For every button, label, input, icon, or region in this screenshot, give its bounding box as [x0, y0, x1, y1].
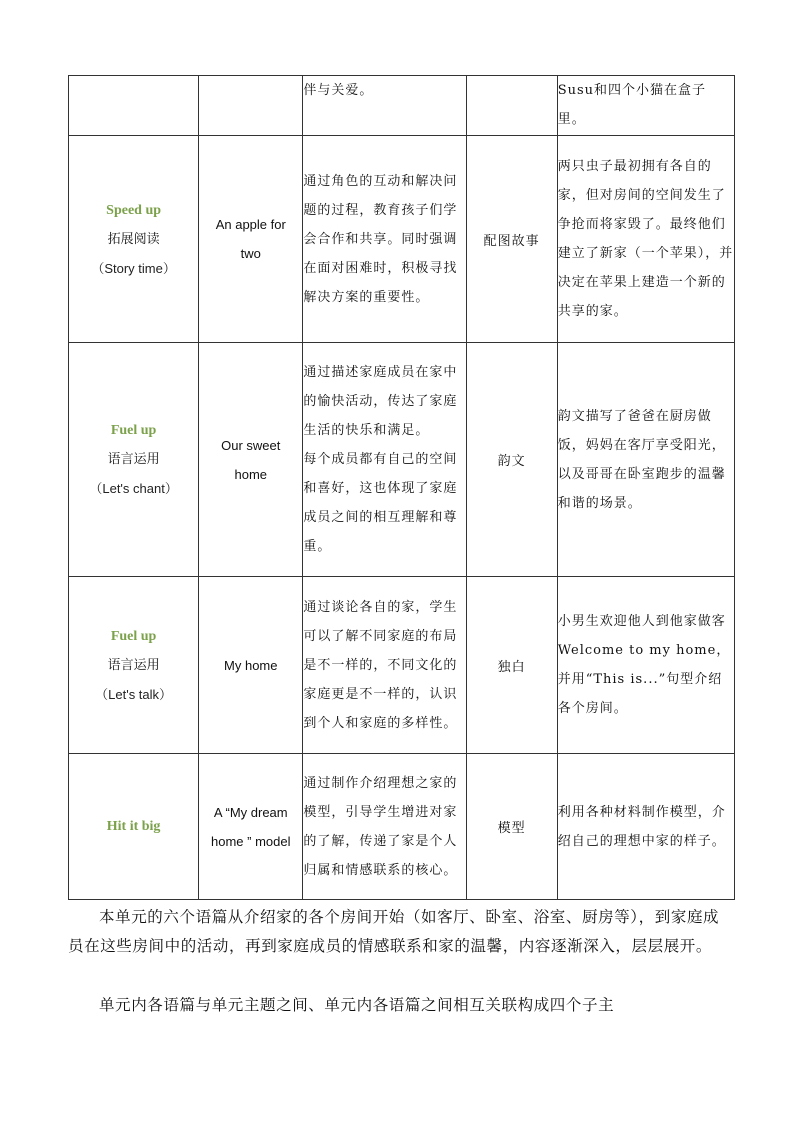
content-cell: 两只虫子最初拥有各自的家，但对房间的空间发生了争抢而将家毁了。最终他们建立了新家（一个苹果），并决定在苹果上建造一个新的共享的家。 — [557, 136, 734, 343]
goal-cell: 通过角色的互动和解决问题的过程，教育孩子们学会合作和共享。同时强调在面对困难时，积极寻找解决方案的重要性。 — [303, 136, 466, 343]
stage-label: Speed up — [106, 202, 162, 218]
title-cell — [199, 76, 303, 136]
section-tag: （Story time） — [91, 260, 176, 276]
title-cell: A “My dream home ” model — [199, 754, 303, 900]
table-row — [69, 754, 735, 900]
genre-cell — [466, 76, 557, 136]
goal-cell: 通过描述家庭成员在家中的愉快活动，传达了家庭生活的快乐和满足。 每个成员都有自己的空间和喜好，这也体现了家庭成员之间的相互理解和尊重。 — [303, 343, 466, 577]
genre-cell: 韵文 — [466, 343, 557, 577]
genre-cell: 独白 — [466, 577, 557, 754]
stage-sub-label: 语言运用 — [107, 657, 160, 673]
table-row — [69, 577, 735, 754]
content-cell: 韵文描写了爸爸在厨房做饭，妈妈在客厅享受阳光，以及哥哥在卧室跑步的温馨和谐的场景。 — [557, 343, 734, 577]
content-cell: 小男生欢迎他人到他家做客Welcome to my home，并用“This is...”句型介绍各个房间。 — [557, 577, 734, 754]
section-tag: （Let's talk） — [95, 686, 173, 702]
lesson-cell — [69, 754, 199, 900]
title-cell: My home — [199, 577, 303, 754]
stage-label: Fuel up — [110, 423, 157, 438]
lesson-cell — [69, 577, 199, 754]
stage-label: Fuel up — [110, 628, 157, 644]
lesson-cell — [69, 76, 199, 136]
table-row — [69, 76, 735, 136]
section-tag: （Let's chant） — [89, 481, 178, 496]
stage-sub-label: 语言运用 — [107, 452, 160, 467]
table-row — [69, 343, 735, 577]
title-cell: An apple for two — [199, 136, 303, 343]
lesson-cell — [69, 343, 199, 577]
unit-text-table — [68, 75, 735, 900]
goal-cell: 伴与关爱。 — [303, 76, 466, 136]
table-row — [69, 136, 735, 343]
genre-cell: 配图故事 — [466, 136, 557, 343]
goal-cell: 通过谈论各自的家，学生可以了解不同家庭的布局是不一样的，不同文化的家庭更是不一样的，认识到个人和家庭的多样性。 — [303, 577, 466, 754]
goal-cell: 通过制作介绍理想之家的模型，引导学生增进对家的了解，传递了家是个人归属和情感联系的核心。 — [303, 754, 466, 900]
stage-label: Hit it big — [106, 819, 161, 834]
body-paragraph: 单元内各语篇与单元主题之间、单元内各语篇之间相互关联构成四个子主 — [99, 996, 615, 1014]
genre-cell: 模型 — [466, 754, 557, 900]
title-cell: Our sweet home — [199, 343, 303, 577]
stage-sub-label: 拓展阅读 — [107, 231, 160, 247]
body-paragraph: 本单元的六个语篇从介绍家的各个房间开始（如客厅、卧室、浴室、厨房等），到家庭成员在这些房间中的活动，再到家庭成员的情感联系和家的温馨，内容逐渐深入，层层展开。 — [68, 908, 720, 955]
lesson-cell — [69, 136, 199, 343]
content-cell: 利用各种材料制作模型，介绍自己的理想中家的样子。 — [557, 754, 734, 900]
content-cell: Susu和四个小猫在盒子里。 — [557, 76, 734, 136]
